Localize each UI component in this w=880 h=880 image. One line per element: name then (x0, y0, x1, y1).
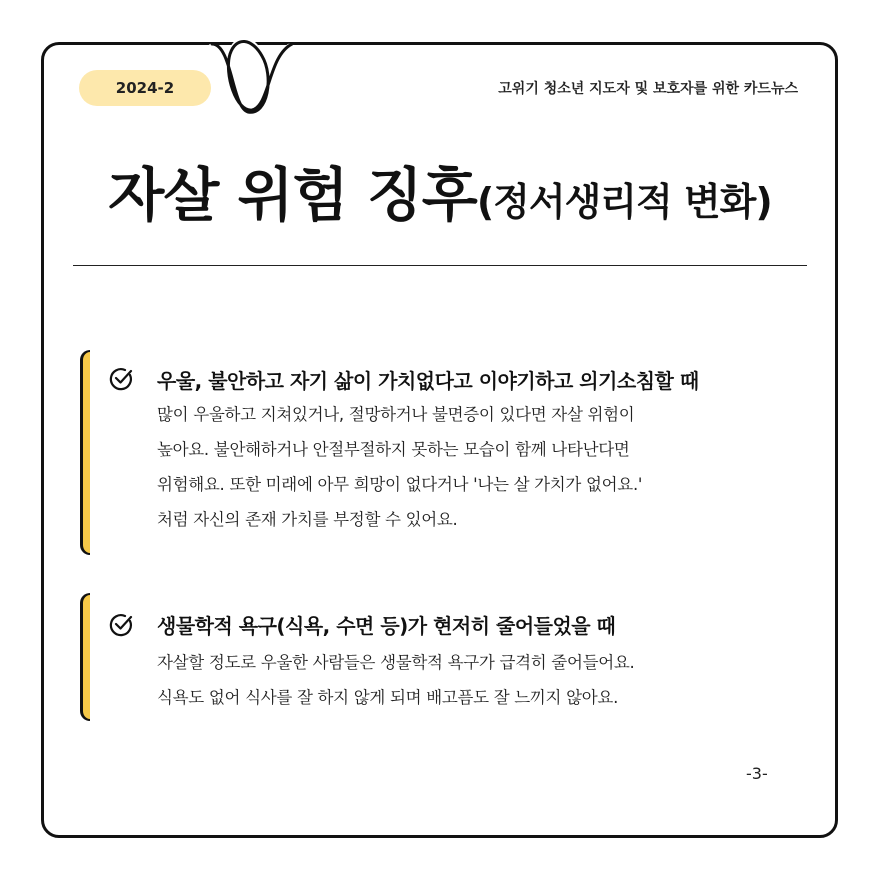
section-heading: 우울, 불안하고 자기 삶이 가치없다고 이야기하고 의기소침할 때 (157, 369, 699, 393)
section-body (157, 645, 634, 715)
page-title (40, 148, 840, 232)
series-note: 고위기 청소년 지도자 및 보호자를 위한 카드뉴스 (498, 81, 798, 97)
section-body (157, 397, 642, 537)
body-line: 높아요. 불안해하거나 안절부절하지 못하는 모습이 함께 나타난다면 (157, 440, 630, 459)
section-biological-signs (80, 593, 800, 721)
check-circle-icon (108, 366, 134, 392)
body-line: 처럼 자신의 존재 가치를 부정할 수 있어요. (157, 510, 458, 529)
body-line: 위험해요. 또한 미래에 아무 희망이 없다거나 '나는 살 가치가 없어요.' (157, 475, 643, 494)
body-line: 식욕도 없어 식사를 잘 하지 않게 되며 배고픔도 잘 느끼지 않아요. (157, 688, 619, 707)
section-bracket (80, 593, 90, 721)
title-sub: (정서생리적 변화) (476, 180, 772, 224)
title-main: 자살 위험 징후 (108, 161, 477, 229)
section-bracket (80, 350, 90, 555)
section-heading: 생물학적 욕구(식욕, 수면 등)가 현저히 줄어들었을 때 (157, 614, 616, 638)
issue-badge: 2024-2 (79, 70, 211, 106)
section-emotional-signs (80, 350, 800, 555)
title-divider (73, 265, 807, 266)
page-number: -3- (746, 764, 768, 783)
body-line: 많이 우울하고 지쳐있거나, 절망하거나 불면증이 있다면 자살 위험이 (157, 405, 635, 424)
body-line: 자살할 정도로 우울한 사람들은 생물학적 욕구가 급격히 줄어들어요. (157, 653, 635, 672)
check-circle-icon (108, 612, 134, 638)
